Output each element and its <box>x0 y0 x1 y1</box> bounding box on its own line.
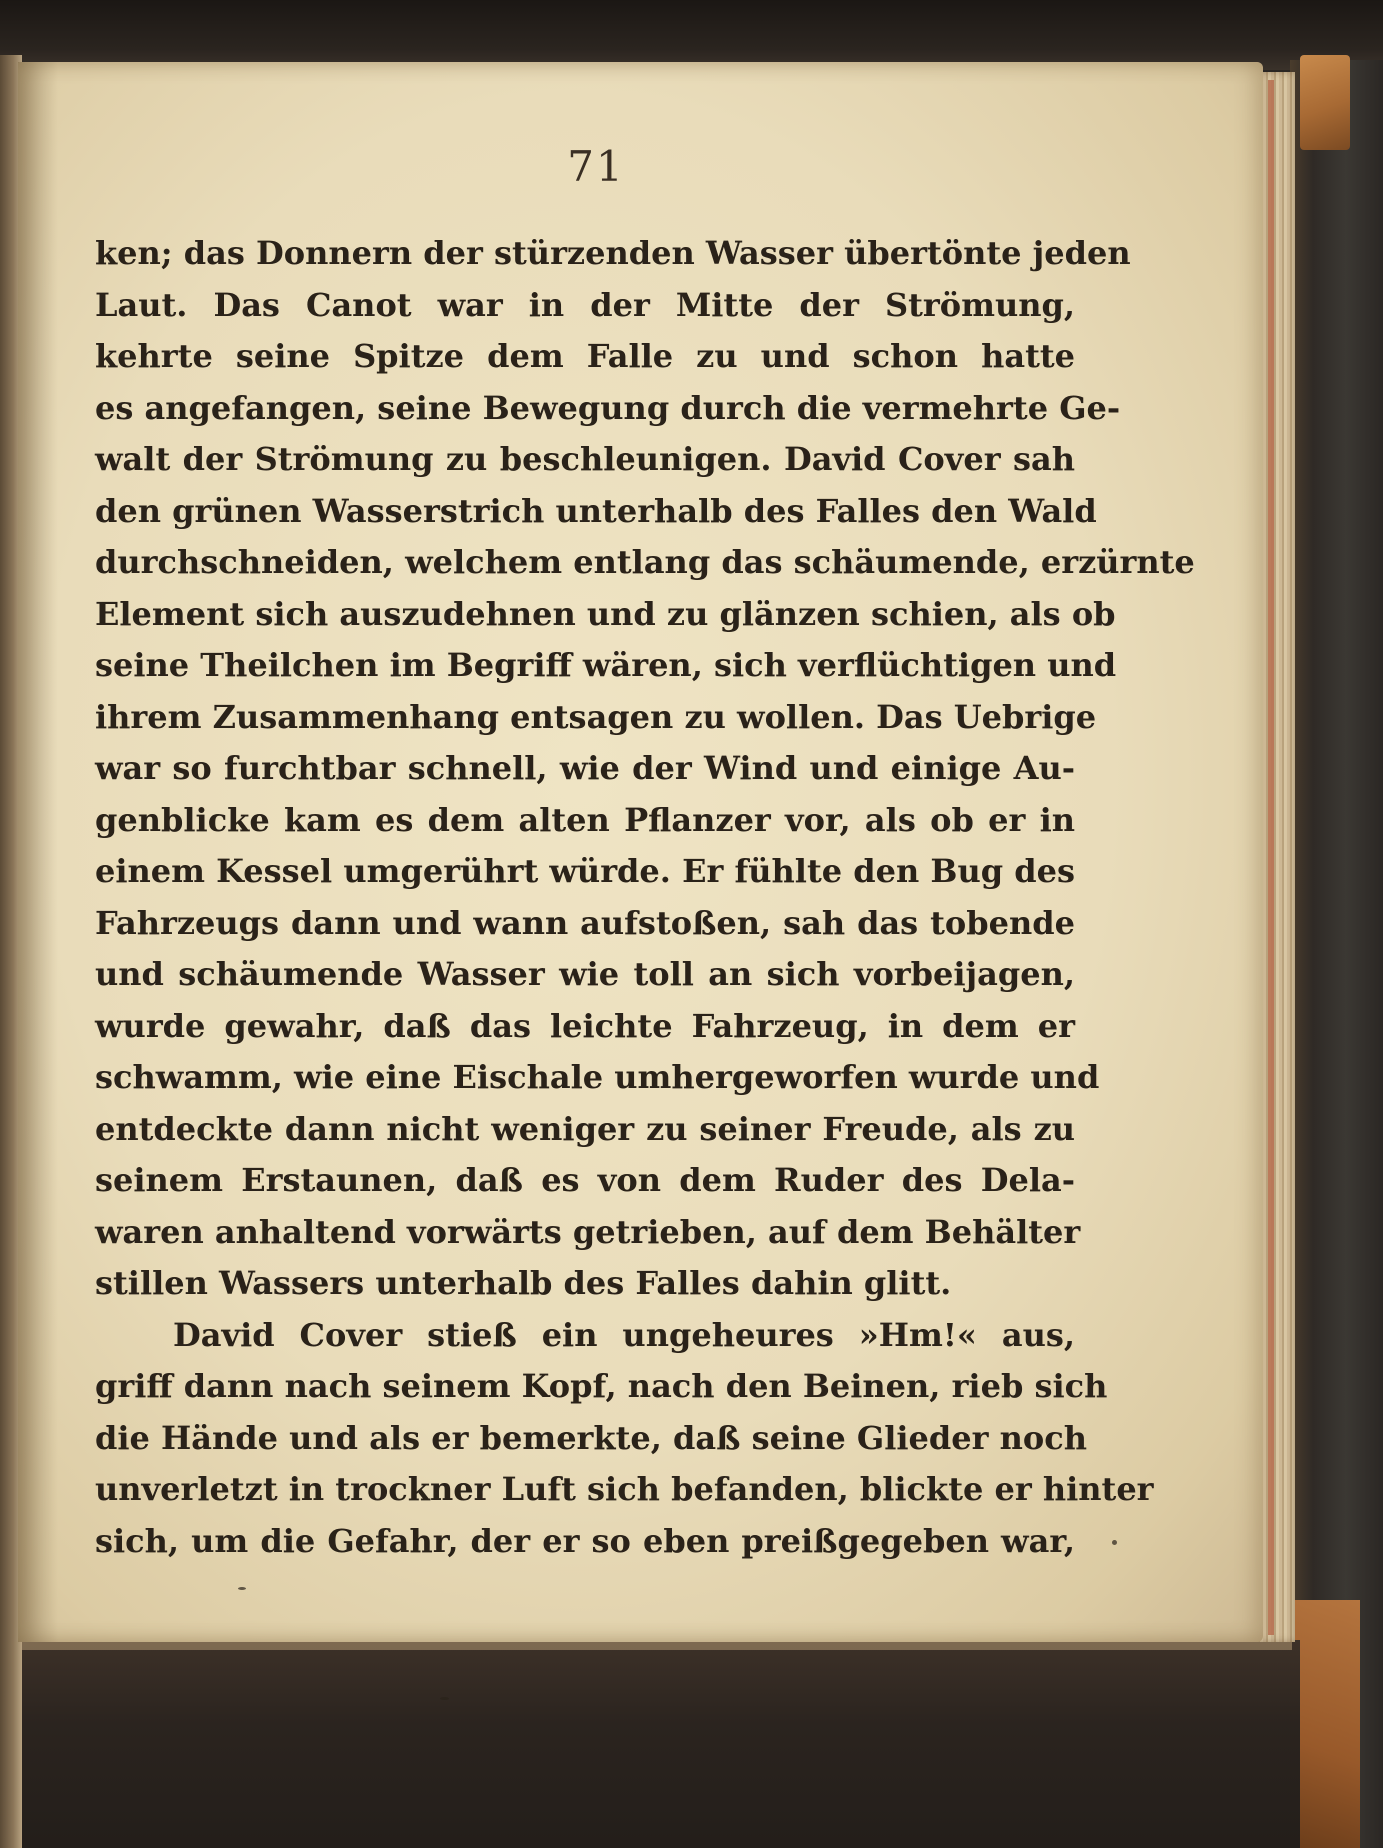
text-line: stillen Wassers unterhalb des Falles dahin glitt. <box>95 1264 952 1302</box>
text-line: Fahrzeugs dann und wann aufstoßen, sah das tobende <box>95 903 1075 942</box>
text-line: entdeckte dann nicht weniger zu seiner Freude, als zu <box>95 1109 1075 1148</box>
page-number: 71 <box>567 142 625 191</box>
text-line: schwamm, wie eine Eischale umhergeworfen wurde und <box>95 1058 1100 1096</box>
text-line: waren anhaltend vorwärts getrieben, auf dem Behälter <box>95 1212 1081 1251</box>
text-line: die Hände und als er bemerkte, daß seine Glieder noch <box>95 1418 1087 1457</box>
text-line: seinem Erstaunen, daß es von dem Ruder des Dela- <box>95 1161 1075 1199</box>
leather-corner-bottom <box>1290 1600 1360 1848</box>
ink-speck <box>1112 1540 1117 1545</box>
text-line: es angefangen, seine Bewegung durch die vermehrte Ge- <box>95 388 1121 427</box>
text-line: David Cover stieß ein ungeheures »Hm!« aus, <box>173 1315 1075 1354</box>
text-line: Laut. Das Canot war in der Mitte der Strömung, <box>95 285 1075 324</box>
text-line: griff dann nach seinem Kopf, nach den Beinen, rieb sich <box>95 1367 1108 1405</box>
page-edge-red <box>1268 80 1274 1635</box>
body-text <box>95 228 1195 1567</box>
text-line: sich, um die Gefahr, der er so eben preißgegeben war, <box>95 1521 1075 1560</box>
text-line: durchschneiden, welchem entlang das schäumende, erzürnte <box>95 543 1195 581</box>
cover-board <box>1290 60 1383 1848</box>
text-line: kehrte seine Spitze dem Falle zu und schon hatte <box>95 337 1075 375</box>
text-line: war so furchtbar schnell, wie der Wind und einige Au- <box>95 749 1075 787</box>
text-line: ihrem Zusammenhang entsagen zu wollen. Das Uebrige <box>95 697 1097 736</box>
gutter-fold <box>18 62 58 1642</box>
text-line: ken; das Donnern der stürzenden Wasser übertönte jeden <box>95 234 1131 272</box>
ink-speck <box>238 1587 246 1590</box>
text-line: den grünen Wasserstrich unterhalb des Falles den Wald <box>95 491 1097 530</box>
page-stack-bottom <box>0 1642 1292 1650</box>
text-line: Element sich auszudehnen und zu glänzen schien, als ob <box>95 594 1116 633</box>
text-line: einem Kessel umgerührt würde. Er fühlte den Bug des <box>95 852 1075 890</box>
ink-speck <box>440 1697 449 1700</box>
text-line: unverletzt in trockner Luft sich befanden, blickte er hinter <box>95 1470 1154 1508</box>
text-line: genblicke kam es dem alten Pflanzer vor, als ob er in <box>95 800 1075 839</box>
lower-board <box>0 1640 1300 1848</box>
text-line: wurde gewahr, daß das leichte Fahrzeug, in dem er <box>95 1006 1075 1045</box>
top-shadow <box>0 0 1383 70</box>
leather-corner-top <box>1300 55 1350 150</box>
text-line: seine Theilchen im Begriff wären, sich verflüchtigen und <box>95 646 1117 684</box>
text-line: und schäumende Wasser wie toll an sich vorbeijagen, <box>95 955 1075 993</box>
text-line: walt der Strömung zu beschleunigen. David Cover sah <box>95 440 1075 478</box>
